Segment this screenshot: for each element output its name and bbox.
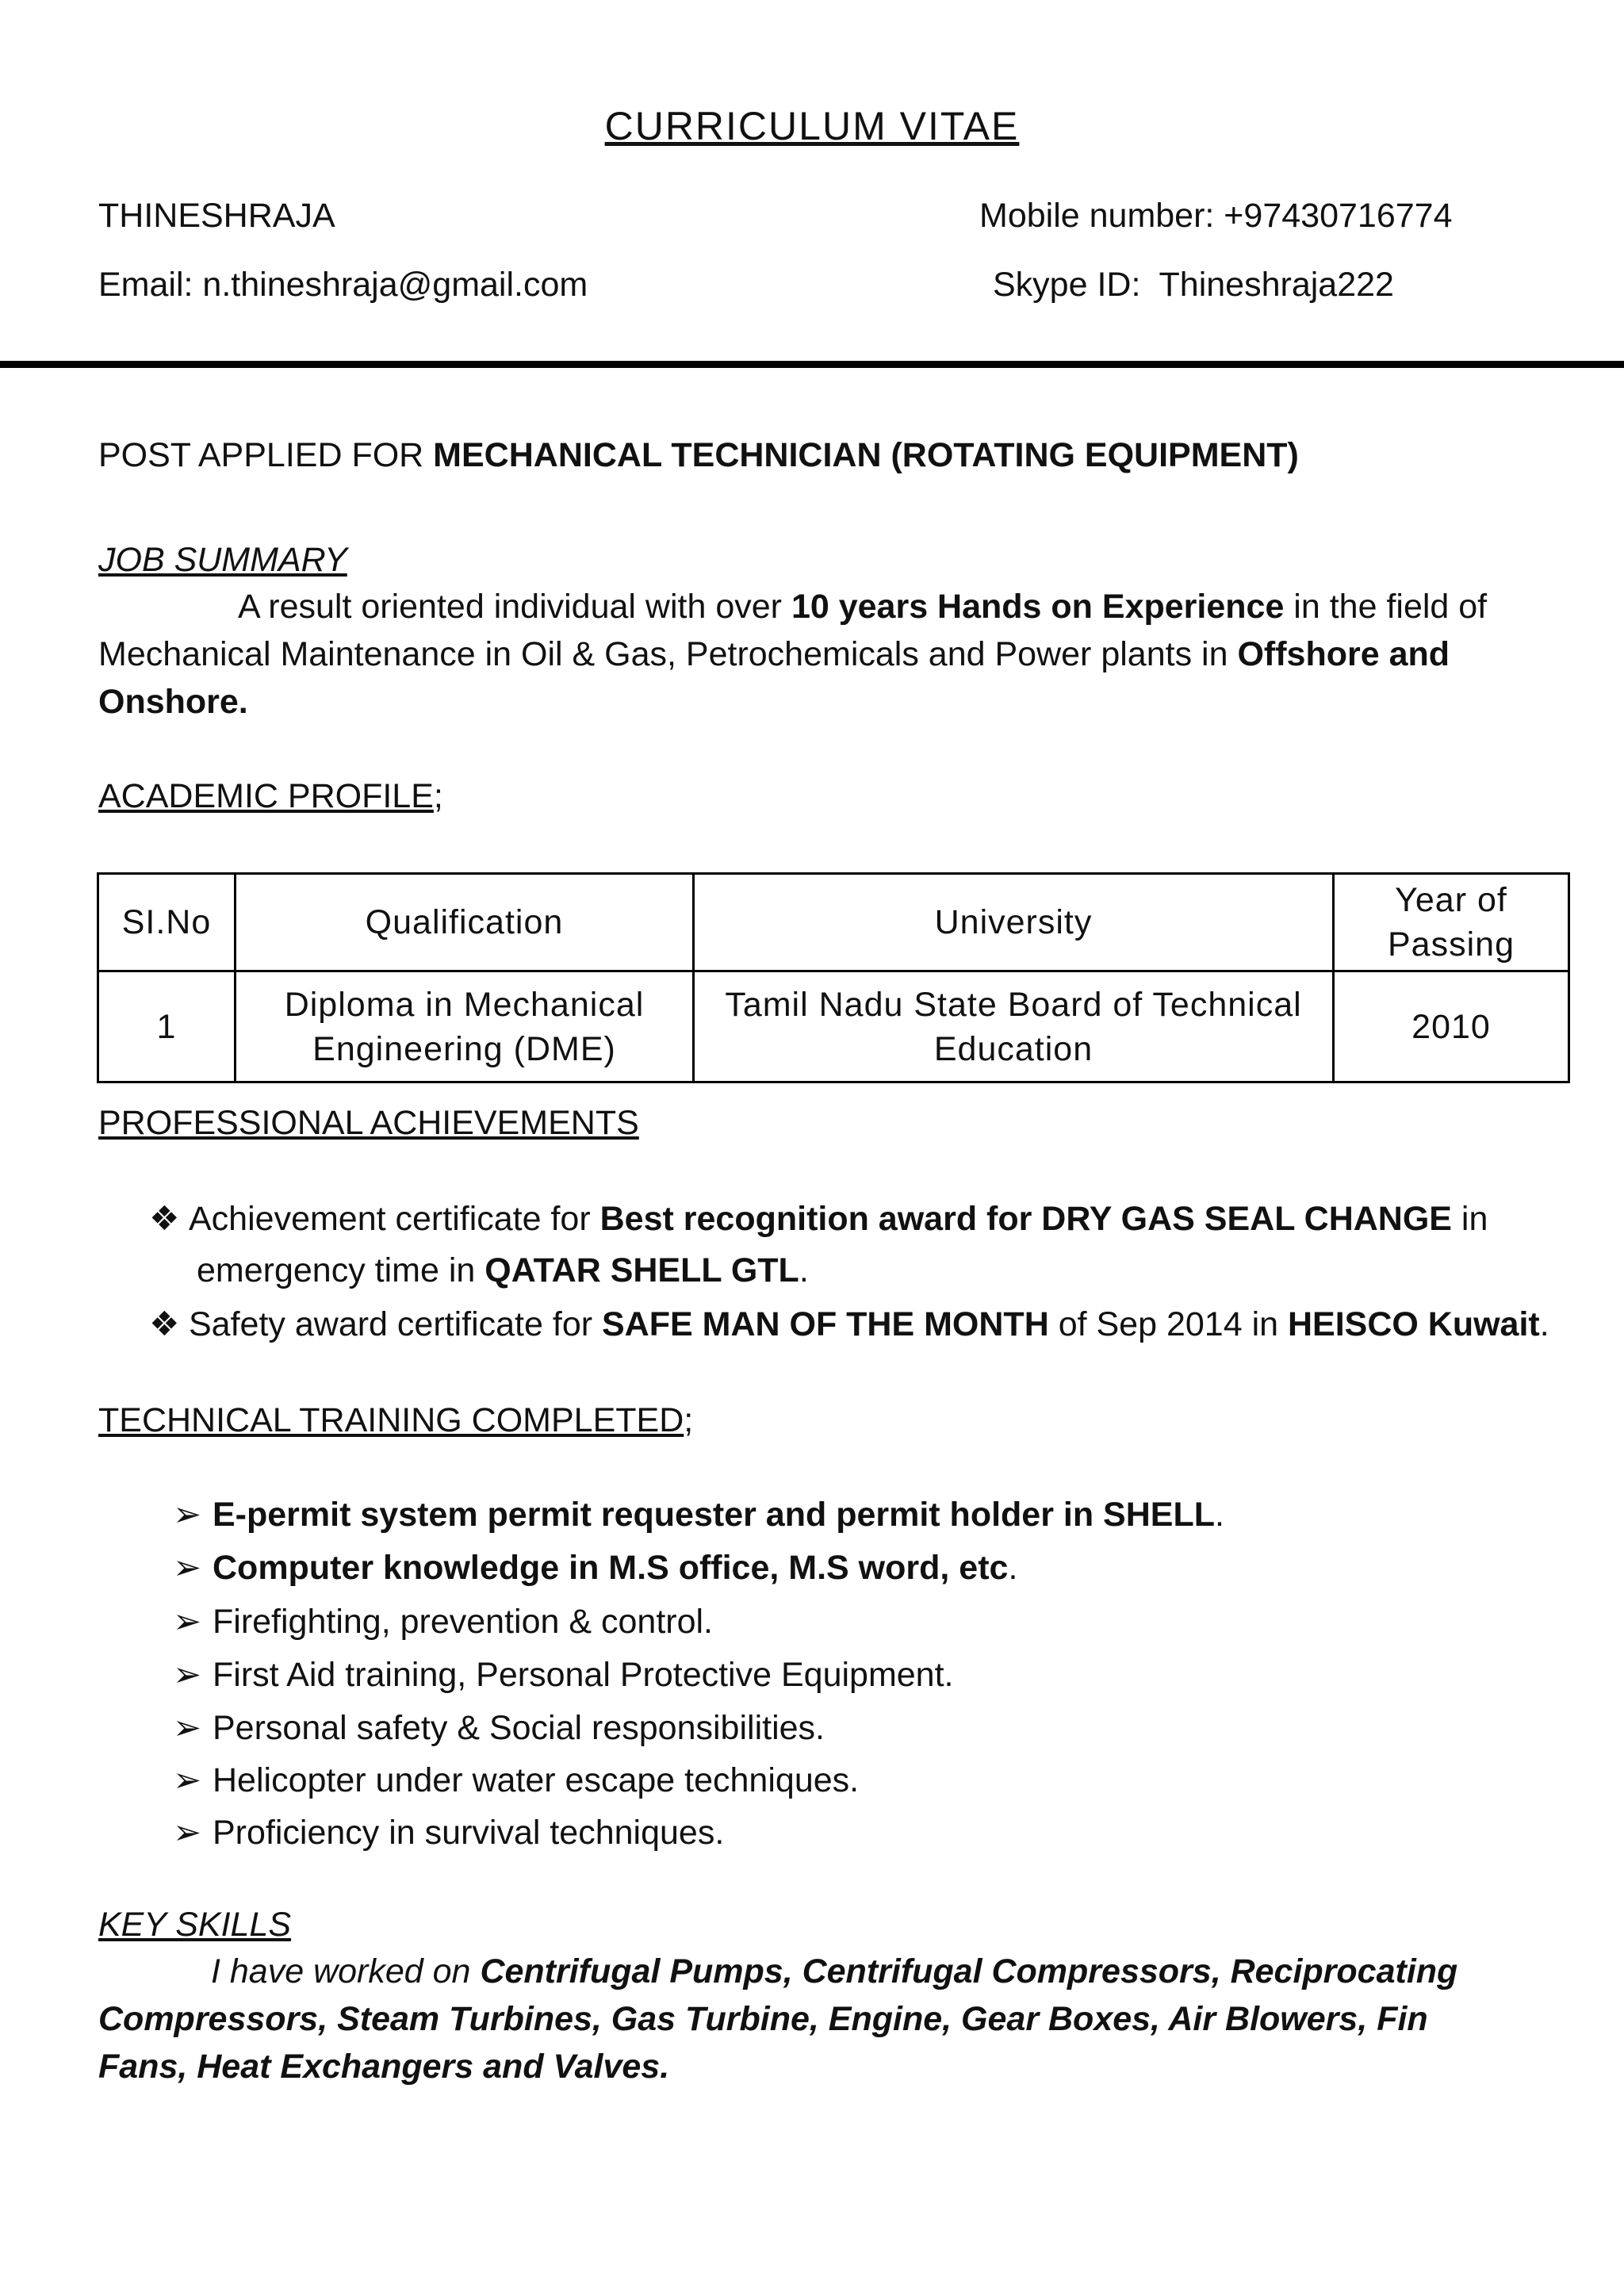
arrow-bullet-icon: ➢	[173, 1549, 202, 1587]
training-bold: E-permit system permit requester and permit holder in SHELL	[213, 1496, 1216, 1534]
training-text: Proficiency in survival techniques.	[213, 1814, 725, 1852]
cell-sno: 1	[98, 971, 236, 1082]
achievement-text: in	[1451, 1200, 1488, 1238]
skype-id	[993, 266, 1394, 305]
academic-heading	[98, 777, 443, 816]
achievement-bold: QATAR SHELL GTL	[485, 1251, 799, 1289]
achievement-text: Safety award certificate for	[189, 1305, 602, 1343]
training-heading-suffix: ;	[684, 1401, 694, 1439]
training-heading-text: TECHNICAL TRAINING COMPLETED	[98, 1401, 684, 1439]
achievement-bold: HEISCO Kuwait	[1287, 1305, 1540, 1343]
training-item	[173, 1761, 859, 1800]
training-item	[173, 1708, 825, 1748]
job-summary-text	[98, 583, 1510, 726]
achievements-heading: PROFESSIONAL ACHIEVEMENTS	[98, 1104, 639, 1142]
job-summary-heading: JOB SUMMARY	[98, 541, 347, 579]
arrow-bullet-icon: ➢	[173, 1603, 202, 1641]
skype-value: Thineshraja222	[1159, 266, 1394, 304]
key-skills-list: Centrifugal Pumps, Centrifugal Compressors, Reciprocating Compressors, Steam Turbines, Gas Turbine, Engine, Gear Boxes, Air Blowers, Fin Fans, Heat Exchangers and Valves.	[98, 1952, 1458, 2086]
post-label: POST APPLIED FOR	[98, 436, 434, 474]
training-text: .	[1008, 1549, 1018, 1587]
cell-qualification: Diploma in Mechanical Engineering (DME)	[236, 971, 694, 1082]
training-bold: Computer knowledge in M.S office, M.S word, etc	[213, 1549, 1009, 1587]
training-text: Firefighting, prevention & control.	[213, 1603, 713, 1641]
academic-heading-text: ACADEMIC PROFILE	[98, 777, 434, 815]
training-item	[173, 1602, 713, 1642]
achievement-text: of Sep 2014 in	[1048, 1305, 1288, 1343]
candidate-name: THINESHRAJA	[98, 197, 335, 235]
arrow-bullet-icon: ➢	[173, 1496, 202, 1534]
cell-year: 2010	[1334, 971, 1569, 1082]
achievement-item	[149, 1199, 1488, 1239]
academic-heading-suffix: ;	[433, 777, 443, 815]
summary-bold-2: Offshore and Onshore.	[98, 635, 1450, 721]
key-skills-heading: KEY SKILLS	[98, 1906, 292, 1944]
col-header-university: University	[694, 874, 1334, 971]
skype-label: Skype ID:	[993, 266, 1141, 304]
achievement-item-continued	[197, 1251, 809, 1290]
table-header-row	[98, 874, 1569, 971]
col-header-sno: SI.No	[98, 874, 236, 971]
post-value: MECHANICAL TECHNICIAN (ROTATING EQUIPMENT)	[433, 436, 1299, 474]
summary-text-1: A result oriented individual with over	[238, 588, 791, 626]
summary-bold-1: 10 years Hands on Experience	[791, 588, 1285, 626]
training-text: Personal safety & Social responsibilities.	[213, 1709, 825, 1747]
diamond-bullet-icon: ❖	[149, 1305, 180, 1343]
col-header-year: Year of Passing	[1334, 874, 1569, 971]
mobile-number: Mobile number: +97430716774	[979, 197, 1453, 235]
arrow-bullet-icon: ➢	[173, 1761, 202, 1799]
cv-title: CURRICULUM VITAE	[604, 104, 1020, 148]
training-item	[173, 1495, 1224, 1534]
col-header-qualification: Qualification	[236, 874, 694, 971]
post-applied	[98, 436, 1299, 475]
training-item	[173, 1813, 724, 1852]
key-skills-text	[98, 1948, 1510, 2090]
achievement-bold: Best recognition award for DRY GAS SEAL CHANGE	[599, 1200, 1452, 1238]
training-item	[173, 1655, 954, 1695]
achievement-text: .	[1539, 1305, 1549, 1343]
header-divider	[0, 361, 1624, 368]
summary-text-2: in the field of Mechanical Maintenance in Oil & Gas, Petrochemicals and Power plants in	[98, 588, 1488, 673]
training-text: Helicopter under water escape techniques.	[213, 1761, 860, 1799]
achievement-text: .	[799, 1251, 809, 1289]
achievement-text: Achievement certificate for	[189, 1200, 600, 1238]
arrow-bullet-icon: ➢	[173, 1709, 202, 1747]
achievement-bold: SAFE MAN OF THE MONTH	[602, 1305, 1049, 1343]
training-text: First Aid training, Personal Protective Equipment.	[213, 1656, 954, 1694]
academic-table	[97, 872, 1570, 1083]
achievement-text: emergency time in	[197, 1251, 485, 1289]
training-item	[173, 1548, 1017, 1588]
email-address: Email: n.thineshraja@gmail.com	[98, 266, 588, 304]
cell-university: Tamil Nadu State Board of Technical Education	[694, 971, 1334, 1082]
achievement-item	[149, 1305, 1549, 1344]
training-text: .	[1215, 1496, 1224, 1534]
training-heading	[98, 1401, 693, 1440]
diamond-bullet-icon: ❖	[149, 1200, 180, 1238]
table-row	[98, 971, 1569, 1082]
arrow-bullet-icon: ➢	[173, 1656, 202, 1694]
arrow-bullet-icon: ➢	[173, 1814, 202, 1852]
key-skills-intro: I have worked on	[211, 1952, 481, 1990]
